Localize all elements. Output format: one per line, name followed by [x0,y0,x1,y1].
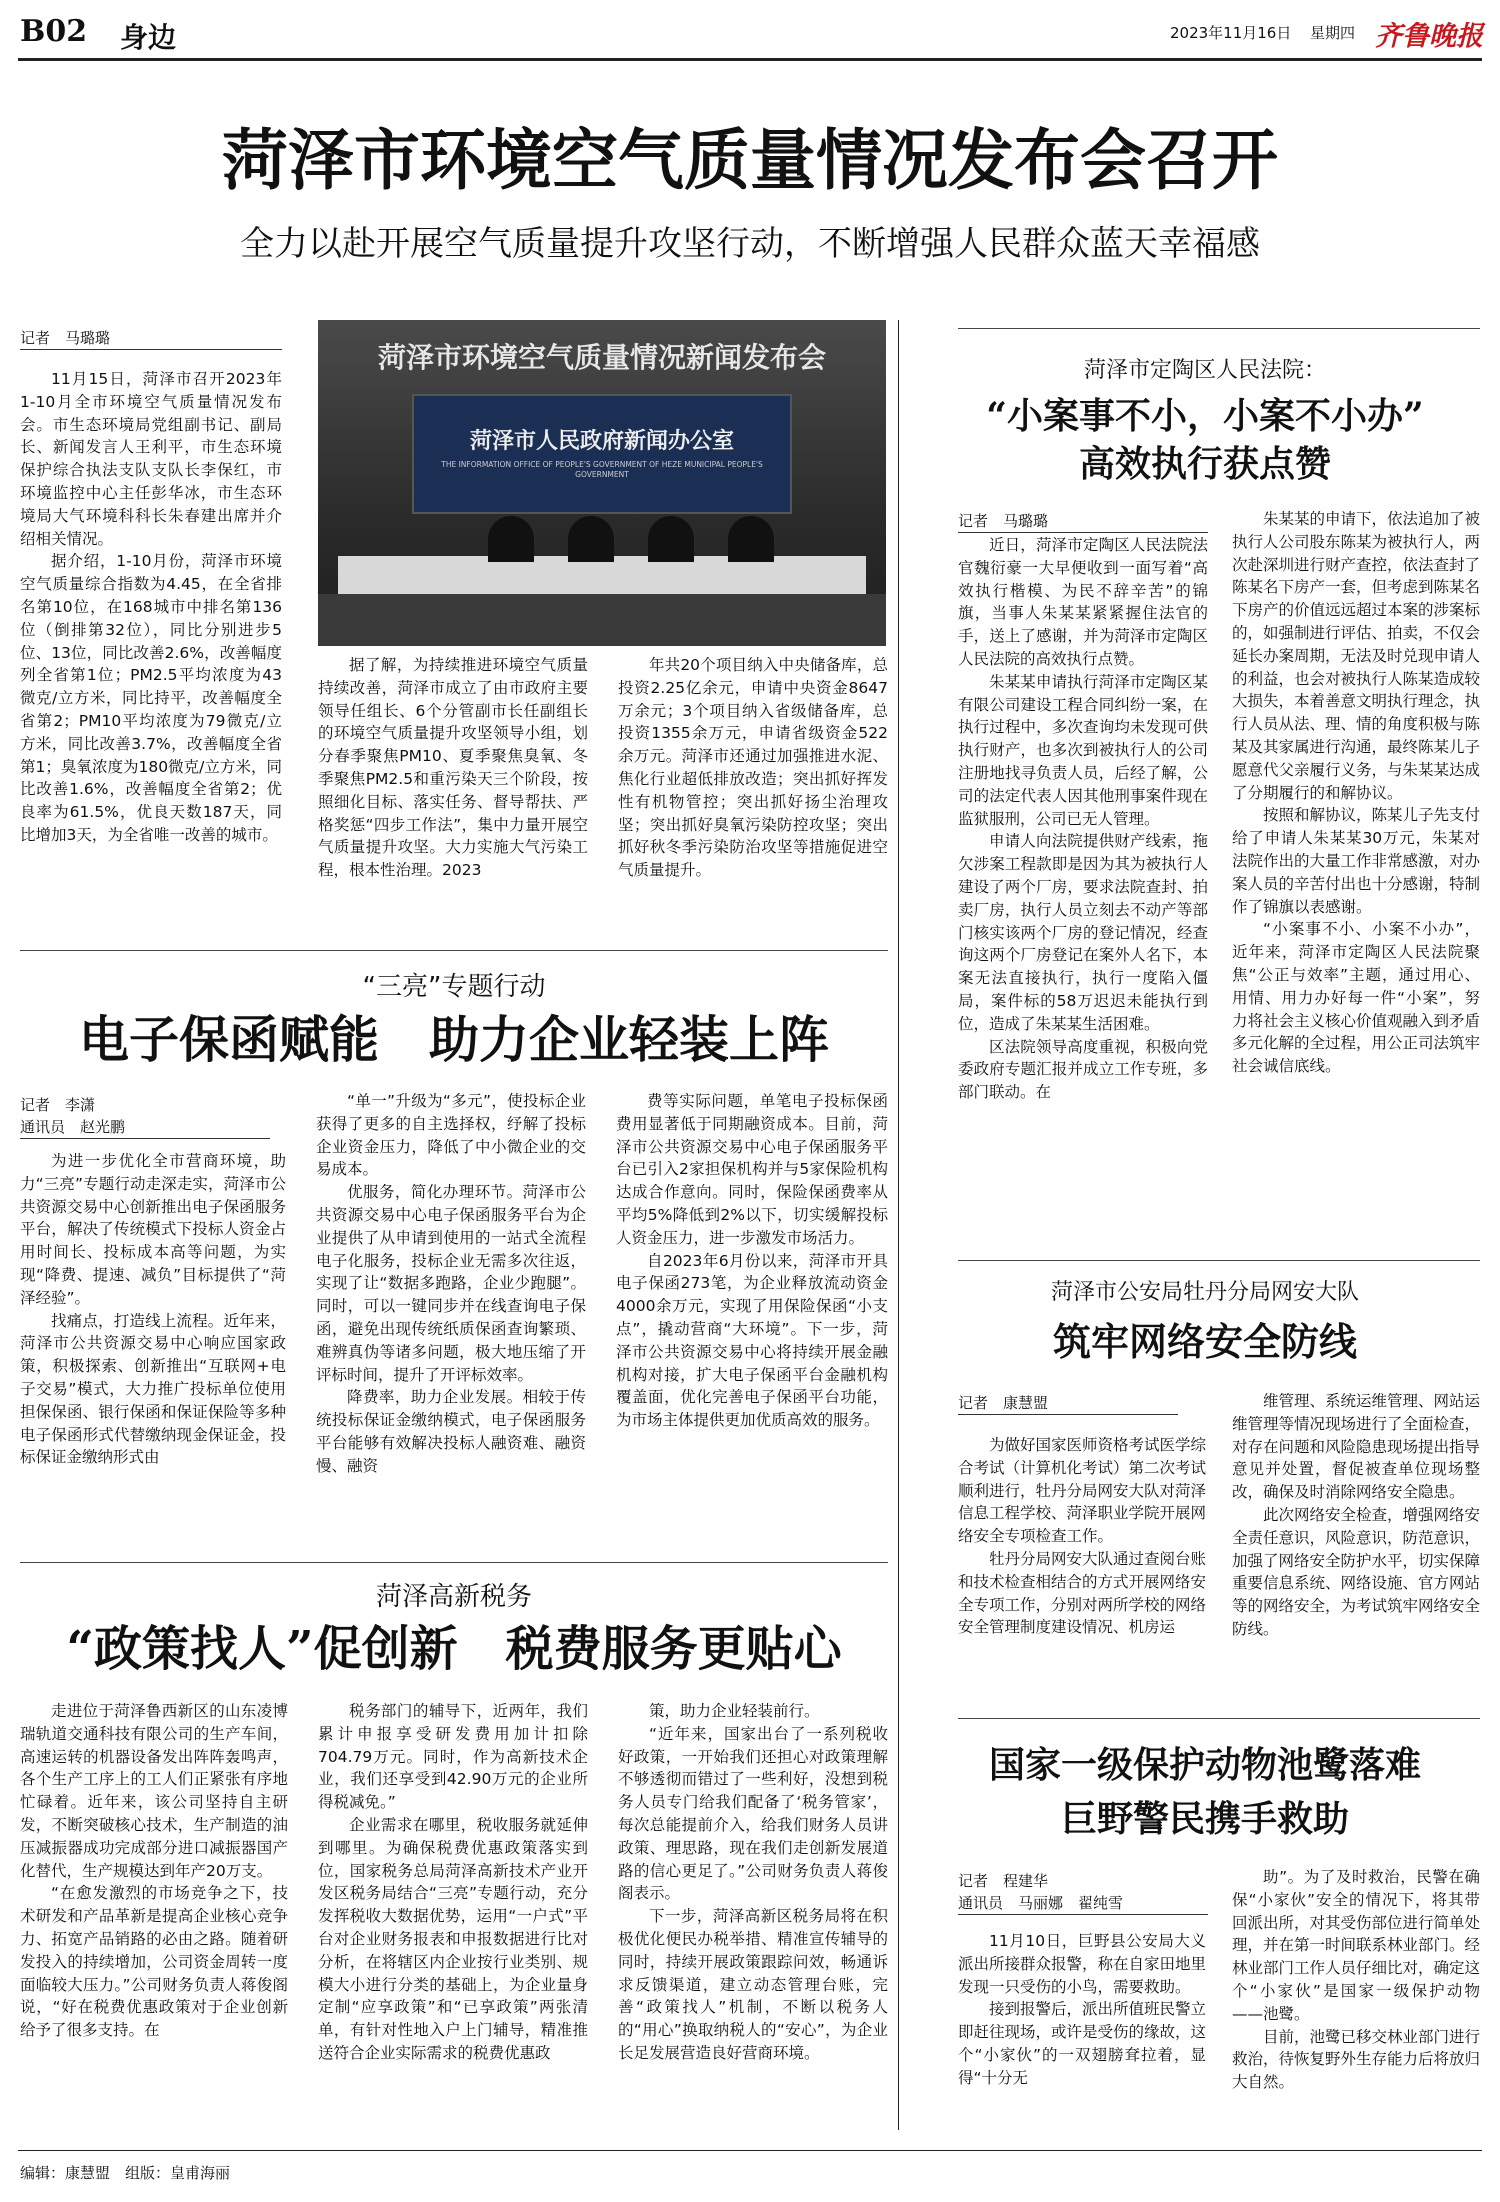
article5-col-2 [1232,1390,1480,1702]
article5-col-1 [958,1434,1206,1702]
article6-col-1 [958,1930,1206,2130]
speaker-4 [728,516,774,562]
paragraph: 下一步，菏泽高新区税务局将在积极优化便民办税举措、精准宣传辅导的同时，持续开展政策跟踪问效，畅通诉求反馈渠道，建立动态管理台账，完善“政策找人”机制，不断以税务人的“用心”换取纳税人的“安心”，为企业长足发展营造良好营商环境。 [618,1907,888,2062]
photo-sign-en: THE INFORMATION OFFICE OF PEOPLE'S GOVERNMENT OF HEZE MUNICIPAL PEOPLE'S GOVERNMENT [441,460,763,479]
article5-title: 筑牢网络安全防线 [1052,1319,1357,1364]
paragraph: 年共20个项目纳入中央储备库，总投资2.25亿余元，申请中央资金8647万余元；3个项目纳入省级储备库，总投资1355余万元，申请省级资金522余万元。菏泽市还通过加强推进水泥、焦化行业超低排放改造；突出抓好挥发性有机物管控；突出抓好扬尘治理攻坚；突出抓好臭氧污染防控攻坚；突出抓好秋冬季污染防治攻坚等措施促进空气质量提升。 [618,656,888,880]
photo-sign-cn: 菏泽市人民政府新闻办公室 [469,428,734,454]
paragraph: 朱某某申请执行菏泽市定陶区某有限公司建设工程合同纠纷一案，在执行过程中，多次查询均未发现可供执行财产，也多次到被执行人的公司注册地找寻负责人员，后经了解，公司的法定代表人因其他刑事案件现在监狱服刑，公司已无人管理。 [958,672,1208,828]
photo-banner: 菏泽市环境空气质量情况新闻发布会 [377,341,826,374]
article3-kicker: 菏泽高新税务 [375,1582,532,1612]
paragraph: “近年来，国家出台了一系列税收好政策，一开始我们还担心对政策理解不够透彻而错过了一些利好，没想到税务人员专门给我们配备了‘税务管家’，每次总能提前介入，给我们财务人员讲政策、理思路，现在我们走创新发展道路的信心更足了。”公司财务负责人蒋俊阁表示。 [618,1724,888,1903]
article5-top-rule [958,1260,1480,1261]
paragraph: “在愈发激烈的市场竞争之下，技术研发和产品革新是提高企业核心竞争力、拓宽产品销路的必由之路。随着研发投入的持续增加，公司资金周转一度面临较大压力。”公司财务负责人蒋俊阁说，“好在税费优惠政策对于企业创新给予了很多支持。在 [20,1884,288,2040]
article6-byline-2: 通讯员 马丽娜 翟纯雪 [958,1892,1208,1915]
footer-editor: 编辑：康慧盟 组版：皇甫海丽 [20,2164,231,2182]
article2-col-3 [616,1090,888,1546]
article4-title-line2: 高效执行获点赞 [1078,443,1331,485]
article4-col-1 [958,534,1208,1254]
footer-rule [18,2150,1482,2151]
header-date: 2023年11月16日 [1170,24,1292,42]
article3-col-2 [318,1700,588,2128]
lead-title: 菏泽市环境空气质量情况发布会召开 [222,121,1278,199]
speaker-3 [648,516,694,562]
paragraph: 申请人向法院提供财产线索，拖欠涉案工程款即是因为其为被执行人建设了两个厂房，要求法院查封、拍卖厂房，执行人员立刻去不动产等部门核实该两个厂房的登记情况，经查询这两个厂房登记在案外人名下，本案无法直接执行，执行一度陷入僵局，案件标的58万迟迟未能执行到位，造成了朱某某生活困难。 [958,832,1208,1033]
paragraph: 近日，菏泽市定陶区人民法院法官魏衍豪一大早便收到一面写着“高效执行楷模、为民不辞辛苦”的锦旗，当事人朱某某紧紧握住法官的手，送上了感谢，并为菏泽市定陶区人民法院的高效执行点赞。 [958,536,1208,668]
paragraph: 税务部门的辅导下，近两年，我们累计申报享受研发费用加计扣除704.79万元。同时，作为高新技术企业，我们还享受到42.90万元的企业所得税减免。” [318,1702,588,1812]
lead-col-1 [20,368,282,934]
article3-col-3 [618,1700,888,2128]
article4-title-line1: “小案事不小，小案不小办” [986,395,1424,437]
lead-byline: 记者 马璐璐 [20,327,282,350]
paragraph: 找痛点，打造线上流程。近年来，菏泽市公共资源交易中心响应国家政策，积极探索、创新推出“互联网+电子交易”模式，大力推广投标单位使用担保保函、银行保函和保证保险等多种电子保函形式代替缴纳现金保证金，投标保证金缴纳形式由 [20,1311,286,1467]
article2-title: 电子保函赋能 助力企业轻装上阵 [79,1010,829,1069]
paragraph: 自2023年6月份以来，菏泽市开具电子保函273笔，为企业释放流动资金4000余万元，实现了用保险保函“小支点”，撬动营商“大环境”。下一步，菏泽市公共资源交易中心将持续开展金融机构对接，扩大电子保函平台金融机构覆盖面，优化完善电子保函平台功能，为市场主体提供更加优质高效的服务。 [616,1251,888,1430]
paragraph: 区法院领导高度重视，积极向党委政府专题汇报并成立工作专班，多部门联动。在 [958,1037,1208,1102]
paragraph: 据了解，为持续推进环境空气质量持续改善，菏泽市成立了由市政府主要领导任组长、6个分管副市长任副组长的环境空气质量提升攻坚领导小组，划分春季聚焦PM10、夏季聚焦臭氧、冬季聚焦PM2.5和重污染天三个阶段，按照细化目标、落实任务、督导帮扶、严格奖惩“四步工作法”，集中力量开展空气质量提升攻坚。大力实施大气污染工程，根本性治理。2023 [318,656,588,880]
paragraph: 牡丹分局网安大队通过查阅台账和技术检查相结合的方式开展网络安全专项工作，分别对两所学校的网络安全管理制度建设情况、机房运 [958,1549,1206,1637]
paragraph: “单一”升级为“多元”，使投标企业获得了更多的自主选择权，纾解了投标企业资金压力，降低了中小微企业的交易成本。 [316,1092,586,1179]
speaker-2 [568,516,614,562]
masthead-logo: 齐鲁晚报 [1375,21,1483,52]
paragraph: 优服务，简化办理环节。菏泽市公共资源交易中心电子保函服务平台为企业提供了从申请到使用的一站式全流程电子化服务，投标企业无需多次往返，实现了让“数据多跑路，企业少跑腿”。同时，可以一键同步并在线查询电子保函，避免出现传统纸质保函查询繁琐、难辨真伪等诸多问题，极大地压缩了开评标时间，提升了开评标效率。 [316,1183,586,1384]
article2-byline-1: 记者 李潇 [20,1096,96,1114]
header-weekday: 星期四 [1310,24,1356,42]
article4-top-rule [958,328,1480,329]
section-name: 身边 [120,21,177,54]
lead-subtitle: 全力以赴开展空气质量提升攻坚行动，不断增强人民群众蓝天幸福感 [240,224,1260,264]
article3-col-1 [20,1700,288,2128]
lead-col-2 [318,654,588,934]
article5-kicker: 菏泽市公安局牡丹分局网安大队 [1050,1280,1359,1305]
press-conference-photo [318,320,886,646]
paragraph: 接到报警后，派出所值班民警立即赶往现场，或许是受伤的缘故，这个“小家伙”的一双翅膀耷拉着，显得“十分无 [958,2000,1206,2087]
photo-floor [318,594,886,646]
article6-col-2 [1232,1866,1480,2130]
paragraph: 按照和解协议，陈某儿子先支付给了申请人朱某某30万元，朱某对法院作出的大量工作非常感激，对办案人员的辛苦付出也十分感谢，特制作了锦旗以表感谢。 [1232,806,1480,916]
paragraph: 策，助力企业轻装前行。 [649,1702,820,1720]
article3-title: “政策找人”促创新 税费服务更贴心 [66,1621,842,1677]
article4-col-2 [1232,508,1480,1254]
paragraph: 朱某某的申请下，依法追加了被执行人公司股东陈某为被执行人，两次赴深圳进行财产查控，依法查封了陈某名下房产一套，但考虑到陈某名下房产的价值远远超过本案的涉案标的，如强制进行评估、拍卖，不仅会延长办案周期，无法及时兑现申请人的利益，也会对被执行人陈某造成较大损失，本着善意文明执行理念，执行人员从法、理、情的角度积极与陈某及其家属进行沟通，最终陈某儿子愿意代父亲履行义务，与朱某某达成了分期履行的和解协议。 [1232,510,1480,802]
article4-kicker: 菏泽市定陶区人民法院： [1083,358,1326,383]
paragraph: 为进一步优化全市营商环境，助力“三亮”专题行动走深走实，菏泽市公共资源交易中心创新推出电子保函服务平台，解决了传统模式下投标人资金占用时间长、投标成本高等问题，为实现“降费、提速、减负”目标提供了“菏泽经验”。 [20,1152,286,1307]
article2-col-1 [20,1150,286,1546]
article5-byline: 记者 康慧盟 [958,1392,1178,1415]
paragraph: 目前，池鹭已移交林业部门进行救治，待恢复野外生存能力后将放归大自然。 [1232,2027,1480,2092]
article6-title-line2: 巨野警民携手救助 [1060,1798,1349,1840]
header-rule [18,58,1482,61]
paragraph: 为做好国家医师资格考试医学综合考试（计算机化考试）第二次考试顺利进行，牡丹分局网安大队对菏泽信息工程学校、菏泽职业学院开展网络安全专项检查工作。 [958,1436,1206,1546]
paragraph: “小案事不小、小案不小办”，近年来，菏泽市定陶区人民法院聚焦“公正与效率”主题，通过用心、用情、用力办好每一件“小案”，努力将社会主义核心价值观融入到矛盾多元化解的全过程，用公正司法筑牢社会诚信底线。 [1232,920,1480,1076]
article2-byline-2: 通讯员 赵光鹏 [20,1116,270,1139]
paragraph: 据介绍，1-10月份，菏泽市环境空气质量综合指数为4.45，在全省排名第10位，在168城市中排名第136位（倒排第32位），同比分别进步5位、13位，同比改善2.6%，改善幅度列全省第1位；PM2.5平均浓度为43微克/立方米，同比持平，改善幅度全省第2；PM10平均浓度为79微克/立方米，同比改善3.7%，改善幅度全省第1；臭氧浓度为180微克/立方米，同比改善1.6%，改善幅度全省第2；优良率为61.5%，优良天数187天，同比增加3天，为全省唯一改善的城市。 [20,552,282,844]
speaker-1 [488,516,534,562]
paragraph: 11月10日，巨野县公安局大义派出所接群众报警，称在自家田地里发现一只受伤的小鸟，需要救助。 [958,1932,1206,1996]
center-divider [898,320,899,2130]
paragraph: 助”。为了及时救治，民警在确保“小家伙”安全的情况下，将其带回派出所，对其受伤部位进行简单处理，并在第一时间联系林业部门。经林业部门工作人员仔细比对，确定这个“小家伙”是国家一级保护动物——池鹭。 [1232,1868,1480,2023]
article3-top-rule [20,1562,888,1563]
article4-byline: 记者 马璐璐 [958,510,1208,533]
paragraph: 费等实际问题，单笔电子投标保函费用显著低于同期融资成本。目前，菏泽市公共资源交易中心电子保函服务平台已引入2家担保机构并与5家保险机构达成合作意向。同时，保险保函费率从平均5%降低到2%以下，切实缓解投标人资金压力，进一步激发市场活力。 [616,1092,888,1247]
article2-col-2 [316,1090,586,1546]
article6-top-rule [958,1718,1480,1719]
lead-col-3 [618,654,888,934]
article2-kicker: “三亮”专题行动 [362,972,546,1002]
paragraph: 走进位于菏泽鲁西新区的山东凌博瑞轨道交通科技有限公司的生产车间，高速运转的机器设备发出阵阵轰鸣声，各个生产工序上的工人们正紧张有序地忙碌着。近年来，该公司坚持自主研发，不断突破核心技术，生产制造的油压减振器成功完成部分进口减振器国产化替代，生产规模达到年产20万支。 [20,1702,288,1880]
page-code: B02 [20,14,88,49]
paragraph: 11月15日，菏泽市召开2023年1-10月全市环境空气质量情况发布会。市生态环境局党组副书记、副局长、新闻发言人王利平，市生态环境保护综合执法支队支队长李保红，市环境监控中心主任彭华冰，市生态环境局大气环境科科长朱春建出席并介绍相关情况。 [20,370,282,548]
paragraph: 企业需求在哪里，税收服务就延伸到哪里。为确保税费优惠政策落实到位，国家税务总局菏泽高新技术产业开发区税务局结合“三亮”专题行动，充分发挥税收大数据优势，运用“一户式”平台对企业财务报表和申报数据进行比对分析，在将辖区内企业按行业类别、规模大小进行分类的基础上，为企业量身定制“应享政策”和“已享政策”两张清单，有针对性地入户上门辅导，精准推送符合企业实际需求的税费优惠政 [318,1815,588,2062]
paragraph: 降费率，助力企业发展。相较于传统投标保证金缴纳模式，电子保函服务平台能够有效解决投标人融资难、融资慢、融资 [316,1388,586,1475]
paragraph: 此次网络安全检查，增强网络安全责任意识，风险意识，防范意识，加强了网络安全防护水平，切实保障重要信息系统、网络设施、官方网站等的网络安全，为考试筑牢网络安全防线。 [1232,1505,1480,1638]
article6-byline-1: 记者 程建华 [958,1872,1049,1890]
article6-title-line1: 国家一级保护动物池鹭落难 [988,1744,1421,1786]
paragraph: 维管理、系统运维管理、网站运维管理等情况现场进行了全面检查，对存在问题和风险隐患现场提出指导意见并处置，督促被查单位现场整改，确保及时消除网络安全隐患。 [1232,1392,1480,1502]
article2-top-rule [20,950,888,951]
page-header [0,0,1500,60]
